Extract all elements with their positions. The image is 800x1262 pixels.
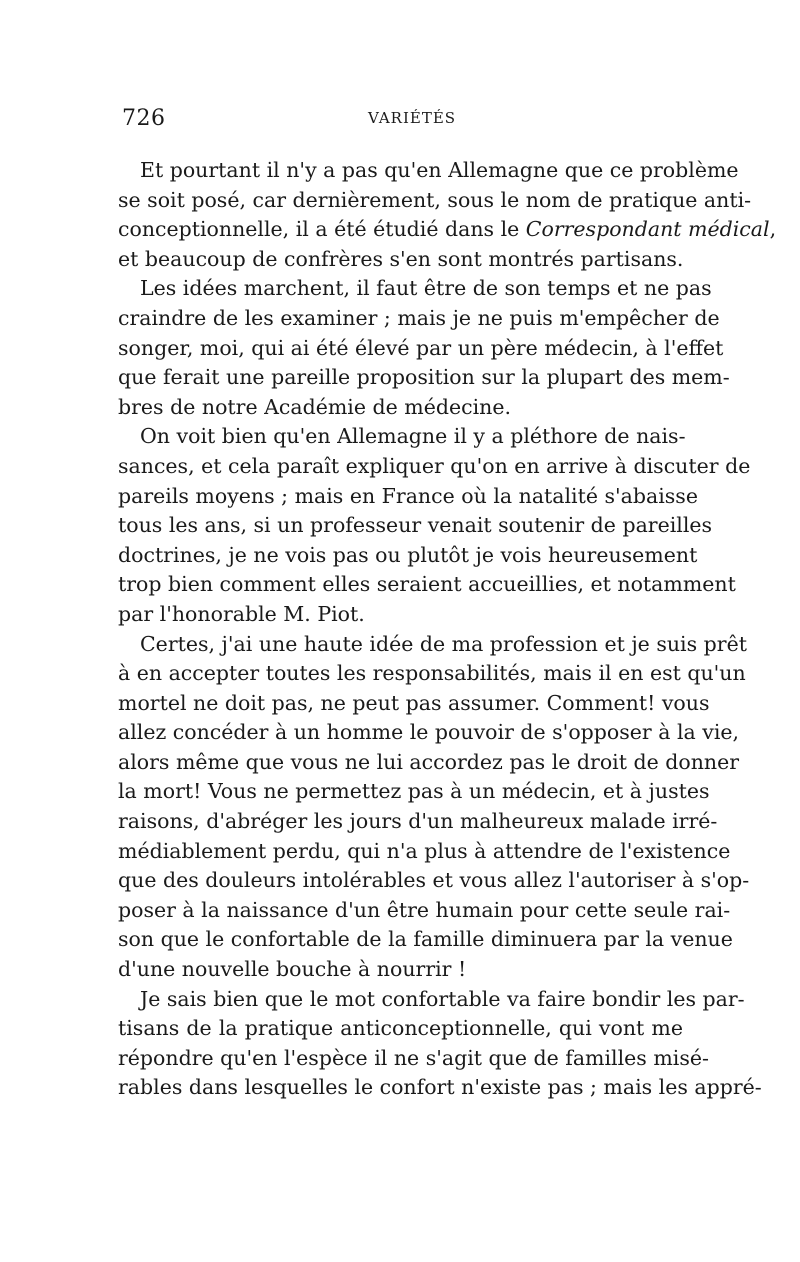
text-line: bres de notre Académie de médecine. [118, 394, 511, 419]
text-line: tous les ans, si un professeur venait soutenir de pareilles [118, 513, 713, 538]
text-line: la mort! Vous ne permettez pas à un médecin, et à justes [118, 779, 710, 804]
text-line: poser à la naissance d'un être humain pour cette seule rai- [118, 897, 731, 922]
text-line: pareils moyens ; mais en France où la natalité s'abaisse [118, 483, 698, 508]
paragraph [118, 985, 762, 1103]
text-line: Les idées marchent, il faut être de son temps et ne pas [140, 276, 712, 301]
text-line: doctrines, je ne vois pas ou plutôt je vois heureusement [118, 542, 698, 567]
page-number: 726 [122, 106, 166, 131]
text-line: son que le confortable de la famille diminuera par la venue [118, 927, 733, 952]
text-line: On voit bien qu'en Allemagne il y a pléthore de nais- [140, 424, 686, 449]
text-line: trop bien comment elles seraient accueillies, et notamment [118, 572, 736, 597]
text-line: que ferait une pareille proposition sur la plupart des mem- [118, 365, 730, 390]
running-title: VARIÉTÉS [368, 109, 457, 127]
text-line: se soit posé, car dernièrement, sous le nom de pratique anti- [118, 187, 752, 212]
book-page [118, 106, 777, 1103]
text-line: mortel ne doit pas, ne peut pas assumer. Comment! vous [118, 690, 710, 715]
text-line: allez concéder à un homme le pouvoir de s'opposer à la vie, [118, 720, 740, 745]
text-line: par l'honorable M. Piot. [118, 601, 365, 626]
text-line-with-title [118, 215, 777, 245]
text-line: médiablement perdu, qui n'a plus à attendre de l'existence [118, 838, 731, 863]
paragraph [118, 156, 777, 274]
text-line: que des douleurs intolérables et vous allez l'autoriser à s'op- [118, 868, 750, 893]
running-head [118, 106, 683, 136]
text-line: rables dans lesquelles le confort n'existe pas ; mais les appré- [118, 1075, 762, 1100]
text-line: raisons, d'abréger les jours d'un malheureux malade irré- [118, 809, 718, 834]
text-fragment: conceptionnelle, il a été étudié dans le [118, 217, 526, 242]
text-line: sances, et cela paraît expliquer qu'on en arrive à discuter de [118, 453, 751, 478]
text-line: craindre de les examiner ; mais je ne puis m'empêcher de [118, 305, 720, 330]
text-line: à en accepter toutes les responsabilités, mais il en est qu'un [118, 661, 746, 686]
paragraph [118, 422, 751, 629]
text-line: d'une nouvelle bouche à nourrir ! [118, 957, 467, 982]
text-line: Je sais bien que le mot confortable va faire bondir les par- [140, 986, 745, 1011]
text-line: songer, moi, qui ai été élevé par un père médecin, à l'effet [118, 335, 724, 360]
text-line: Et pourtant il n'y a pas qu'en Allemagne que ce problème [140, 158, 739, 182]
journal-title: Correspondant médical [525, 217, 770, 242]
paragraph [118, 274, 730, 422]
text-line: et beaucoup de confrères s'en sont montrés partisans. [118, 246, 684, 271]
text-line: tisans de la pratique anticonceptionnelle, qui vont me [118, 1016, 683, 1041]
body-text [118, 156, 777, 1103]
text-line: alors même que vous ne lui accordez pas le droit de donner [118, 749, 740, 774]
text-line: Certes, j'ai une haute idée de ma profession et je suis prêt [140, 631, 747, 656]
paragraph [118, 630, 750, 985]
text-line: répondre qu'en l'espèce il ne s'agit que de familles misé- [118, 1045, 709, 1070]
text-fragment: , [769, 217, 777, 242]
